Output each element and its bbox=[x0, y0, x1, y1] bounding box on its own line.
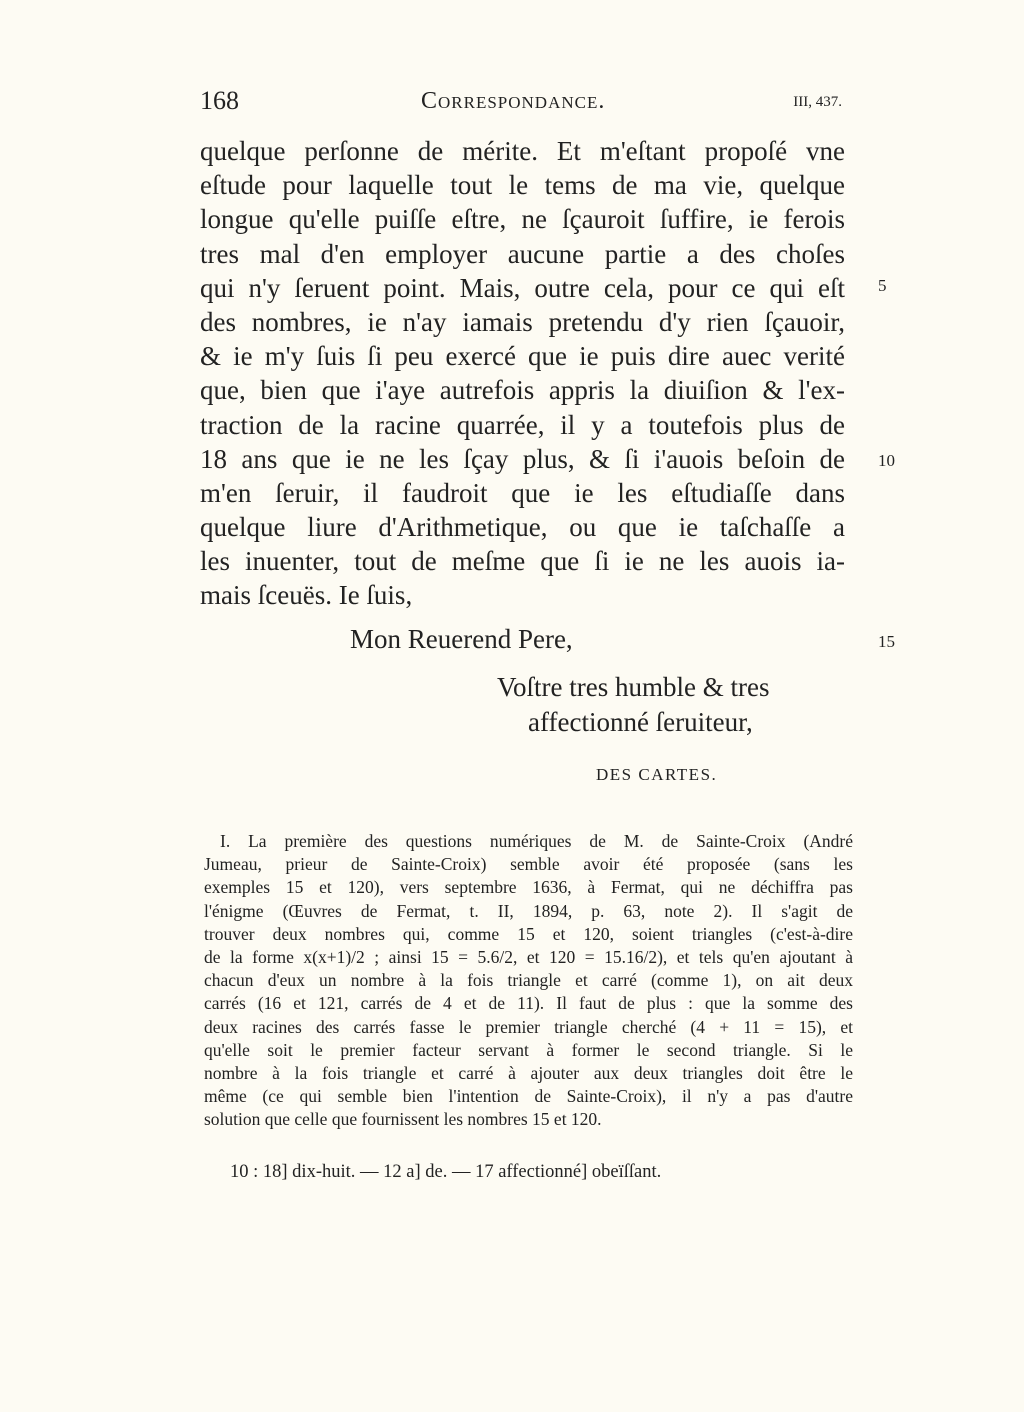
body-line: longue qu'elle puiſſe eſtre, ne ſçauroit ſuffire, ie ferois bbox=[200, 204, 845, 235]
footnote-line: I. La première des questions numériques de M. de Sainte-Croix (André bbox=[220, 831, 853, 851]
footnote-line: exemples 15 et 120), vers septembre 1636, à Fermat, qui ne déchiffra pas bbox=[204, 877, 853, 898]
body-line: quelque liure d'Arithmetique, ou que ie taſchaſſe a bbox=[200, 512, 845, 543]
running-title: Correspondance. bbox=[421, 88, 606, 114]
line-number-5: 5 bbox=[878, 276, 887, 295]
footnote-line: chacun d'eux un nombre à la fois triangle et carré (comme 1), on ait deux bbox=[204, 970, 853, 991]
line-number-15: 15 bbox=[878, 632, 895, 651]
body-line: traction de la racine quarrée, il y a toutefois plus de bbox=[200, 409, 845, 440]
body-line: & ie m'y ſuis ſi peu exercé que ie puis dire auec verité bbox=[200, 341, 845, 372]
body-line: qui n'y ſeruent point. Mais, outre cela, pour ce qui eſt bbox=[200, 272, 845, 303]
salutation: Mon Reuerend Pere, bbox=[350, 624, 573, 654]
footnote bbox=[204, 830, 853, 1131]
body-line: m'en ſeruir, il faudroit que ie les eſtudiaſſe dans bbox=[200, 477, 845, 508]
page-number: 168 bbox=[200, 86, 239, 115]
footnote-line: deux racines des carrés fasse le premier triangle cherché (4 + 11 = 15), et bbox=[204, 1016, 853, 1037]
footnote-line: solution que celle que fournissent les nombres 15 et 120. bbox=[204, 1109, 602, 1130]
body-line: les inuenter, tout de meſme que ſi ie ne les auois ia- bbox=[200, 546, 845, 577]
footnote-line: Jumeau, prieur de Sainte-Croix) semble avoir été proposée (sans les bbox=[204, 854, 853, 875]
footnote-line: trouver deux nombres qui, comme 15 et 120, soient triangles (c'est-à-dire bbox=[204, 923, 853, 944]
body-line: 18 ans que ie ne les ſçay plus, & ſi i'auois beſoin de bbox=[200, 443, 845, 474]
footnote-line: de la forme x(x+1)/2 ; ainsi 15 = 5.6/2, et 120 = 15.16/2), et tels qu'en ajoutant à bbox=[204, 946, 853, 967]
footnote-line: carrés (16 et 121, carrés de 4 et de 11). Il faut de plus : que la somme des bbox=[204, 993, 853, 1014]
signature: DES CARTES. bbox=[596, 765, 718, 784]
body-line: des nombres, ie n'ay iamais pretendu d'y rien ſçauoir, bbox=[200, 306, 845, 337]
letter-body bbox=[200, 134, 845, 613]
body-line: mais ſceuës. Ie ſuis, bbox=[200, 580, 413, 611]
body-line: tres mal d'en employer aucune partie a des choſes bbox=[200, 238, 845, 269]
body-line: que, bien que i'aye autrefois appris la diuiſion & l'ex- bbox=[200, 375, 845, 406]
body-line: quelque perſonne de mérite. Et m'eſtant propoſé vne bbox=[200, 136, 845, 166]
line-number-10: 10 bbox=[878, 451, 895, 470]
footnote-line: l'énigme (Œuvres de Fermat, t. II, 1894, p. 63, note 2). Il s'agit de bbox=[204, 900, 853, 921]
footnote-line: nombre à la fois triangle et carré à ajouter aux deux triangles doit être le bbox=[204, 1062, 853, 1083]
page-header bbox=[200, 86, 850, 120]
variant-readings: 10 : 18] dix-huit. — 12 a] de. — 17 affectionné] obeïſſant. bbox=[230, 1162, 662, 1182]
footnote-line: qu'elle soit le premier facteur servant à former le second triangle. Si le bbox=[204, 1039, 853, 1060]
closing-line-2: affectionné ſeruiteur, bbox=[528, 707, 753, 737]
footnote-line: même (ce qui semble bien l'intention de Sainte-Croix), il n'y a pas d'autre bbox=[204, 1086, 853, 1107]
closing-line-1: Voſtre tres humble & tres bbox=[497, 672, 770, 702]
volume-reference: III, 437. bbox=[793, 94, 842, 110]
body-line: eſtude pour laquelle tout le tems de ma vie, quelque bbox=[200, 170, 845, 201]
